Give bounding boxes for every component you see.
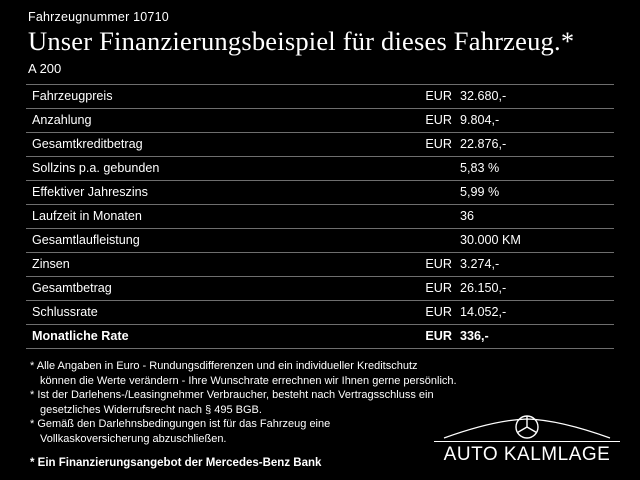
row-label: Anzahlung — [32, 113, 92, 127]
bank-offer-note: * Ein Finanzierungsangebot der Mercedes-Benz Bank — [30, 457, 322, 469]
row-currency — [332, 229, 460, 253]
row-value: 9.804,- — [460, 113, 500, 127]
table-row — [26, 253, 614, 277]
row-label: Gesamtlaufleistung — [32, 233, 140, 247]
footnote-line: Vollkaskoversicherung abzuschließen. — [40, 432, 227, 445]
row-currency: EUR — [425, 89, 452, 103]
row-label: Monatliche Rate — [32, 329, 129, 343]
row-currency: EUR — [425, 329, 452, 343]
table-row — [26, 133, 614, 157]
table-row-monthly-rate — [26, 325, 614, 349]
vehicle-model: A 200 — [28, 61, 62, 76]
row-currency: EUR — [425, 305, 452, 319]
row-currency — [332, 205, 460, 229]
table-row — [26, 229, 614, 253]
table-row — [26, 205, 614, 229]
table-row — [26, 181, 614, 205]
footnote-line: * Ist der Darlehens-/Leasingnehmer Verbraucher, besteht nach Vertragsschluss ein — [30, 389, 434, 401]
dealer-logo — [432, 414, 622, 472]
footnote-line: * Gemäß den Darlehnsbedingungen ist für das Fahrzeug eine — [30, 418, 331, 430]
table-row — [26, 277, 614, 301]
row-currency: EUR — [425, 137, 452, 151]
row-value: 3.274,- — [460, 257, 500, 271]
dealer-name: AUTO KALMLAGE — [443, 444, 611, 465]
table-row — [26, 157, 614, 181]
financing-table — [26, 84, 614, 349]
row-label: Gesamtkreditbetrag — [32, 137, 143, 151]
footnote-line: können die Werte verändern - Ihre Wunschrate errechnen wir Ihnen gerne persönlich. — [40, 374, 457, 387]
footnote-line: * Alle Angaben in Euro - Rundungsdifferenzen und ein individueller Kreditschutz — [30, 360, 418, 372]
row-label: Effektiver Jahreszins — [32, 185, 148, 199]
row-value: 36 — [460, 209, 475, 223]
row-currency — [332, 157, 460, 181]
row-value: 5,99 % — [460, 185, 500, 199]
row-currency: EUR — [425, 257, 452, 271]
page-title: Unser Finanzierungsbeispiel für dieses Fahrzeug.* — [28, 26, 575, 56]
row-value: 32.680,- — [460, 89, 507, 103]
row-label: Laufzeit in Monaten — [32, 209, 142, 223]
vehicle-number: Fahrzeugnummer 10710 — [28, 10, 169, 24]
table-row — [26, 85, 614, 109]
row-label: Gesamtbetrag — [32, 281, 112, 295]
row-value: 30.000 KM — [460, 233, 521, 247]
star-emblem-wrap — [432, 414, 622, 440]
row-value: 22.876,- — [460, 137, 507, 151]
row-value: 26.150,- — [460, 281, 507, 295]
row-label: Schlussrate — [32, 305, 98, 319]
row-currency: EUR — [425, 281, 452, 295]
table-row — [26, 109, 614, 133]
row-label: Zinsen — [32, 257, 70, 271]
row-value: 5,83 % — [460, 161, 500, 175]
row-value: 336,- — [460, 329, 489, 343]
footnote-line: gesetzliches Widerrufsrecht nach § 495 BGB. — [40, 403, 262, 416]
row-value: 14.052,- — [460, 305, 507, 319]
table-row — [26, 301, 614, 325]
row-currency — [332, 181, 460, 205]
logo-divider — [434, 441, 620, 442]
row-currency: EUR — [425, 113, 452, 127]
row-label: Fahrzeugpreis — [32, 89, 113, 103]
row-label: Sollzins p.a. gebunden — [32, 161, 160, 175]
mercedes-star-icon — [434, 414, 620, 440]
